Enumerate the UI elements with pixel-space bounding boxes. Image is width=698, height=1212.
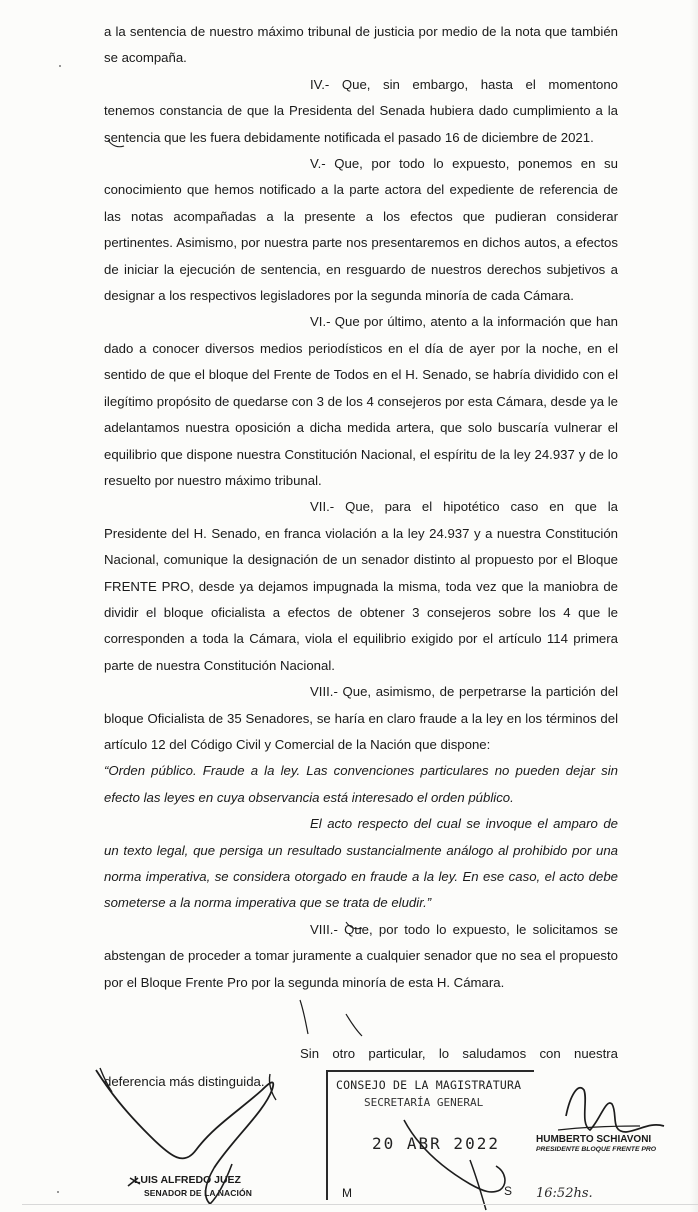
paragraph-vii: VII.- Que, para el hipotético caso en que la Presidente del H. Senado, en franca violación a la ley 24.937 y a nuestra Constitución Nacional, comunique la designación de un senador distinto al propuesto por el Bloque FRENTE PRO, desde ya dejamos impugnada la misma, toda vez que la maniobra de dividir el bloque oficialista a efectos de obtener 3 consejeros sobre los 4 que le corresponden a toda la Cámara, viola el equilibrio exigido por el artículo 114 primera parte de nuestra Constitución Nacional. — [104, 499, 618, 673]
stamp-handwritten-time: 16:52hs. — [536, 1186, 593, 1201]
margin-dot-2 — [57, 1191, 59, 1193]
paragraph-viii-b: VIII.- Que, por todo lo expuesto, le solicitamos se abstengan de proceder a tomar juramente a cualquier senador que no sea el propuesto por el Bloque Frente Pro por la segunda minoría de esta H. Cámara. — [104, 921, 618, 990]
stamp-mark-s: S — [504, 1184, 513, 1198]
margin-dot — [59, 65, 61, 67]
stamp-department: SECRETARÍA GENERAL — [364, 1096, 484, 1109]
right-signature-stroke-2 — [558, 1126, 640, 1130]
closing-line-1: Sin otro particular, lo saludamos con nuestra — [300, 1046, 618, 1061]
signatory-left-title: SENADOR DE LA NACIÓN — [144, 1188, 252, 1198]
closing-line-2: deferencia más distinguida. — [104, 1074, 265, 1089]
signatory-right-title: PRESIDENTE BLOQUE FRENTE PRO — [536, 1146, 657, 1153]
page-edge-shadow — [690, 0, 698, 1212]
paragraph-vi: VI.- Que por último, atento a la información que han dado a conocer diversos medios periodísticos en el día de ayer por la noche, en el sentido de que el bloque del Frente de Todos en el H. Senado, se habría dividido con el ilegítimo propósito de quedarse con 3 de los 4 consejeros por esta Cámara, desde ya le adelantamos nuestra oposición a dicha medida artera, que solo buscaría vulnerar el equilibrio que dispone nuestra Constitución Nacional, el espíritu de la ley 24.937 y de lo resuelto por nuestro máximo tribunal. — [104, 314, 618, 488]
closing-overstroke-2 — [269, 1074, 276, 1100]
quote-paragraph-2: El acto respecto del cual se invoque el amparo de un texto legal, que persiga un resultado sustancialmente análogo al prohibido por una norma imperativa, se considera otorgado en fraude a la ley. En ese caso, el acto debe someterse a la norma imperativa que se trata de eludir.” — [104, 816, 618, 911]
pen-touch-frente — [346, 1014, 362, 1036]
paragraph-iv: IV.- Que, sin embargo, hasta el momentono tenemos constancia de que la Presidenta del Senada hubiera dado cumplimiento a la sentencia que les fuera debidamente notificada el pasado 16 de diciembre de 2021. — [104, 76, 618, 145]
pen-touch-abstengan — [300, 1000, 308, 1034]
stamp-mark-m: M — [342, 1186, 352, 1200]
right-signature-stroke — [566, 1088, 664, 1132]
quote-paragraph-1: “Orden público. Fraude a la ley. Las convenciones particulares no pueden dejar sin efecto las leyes en cuya observancia está interesado el orden público. — [104, 763, 618, 805]
paragraph-viii: VIII.- Que, asimismo, de perpetrarse la partición del bloque Oficialista de 35 Senadores, se haría en claro fraude a la ley en los términos del artículo 12 del Código Civil y Comercial de la Nación que dispone: — [104, 684, 618, 752]
page-bottom-rule — [22, 1204, 698, 1205]
document-body — [104, 19, 618, 996]
stamp-organization: CONSEJO DE LA MAGISTRATURA — [336, 1078, 522, 1092]
paragraph-intro: a la sentencia de nuestro máximo tribunal de justicia por medio de la nota que también se acompaña. — [104, 24, 618, 66]
paragraph-v: V.- Que, por todo lo expuesto, ponemos en su conocimiento que hemos notificado a la parte actora del expediente de referencia de las notas acompañadas a la presente a los efectos que pudieran considerar pertinentes. Asimismo, por nuestra parte nos presentaremos en dichos autos, a efectos de iniciar la ejecución de sentencia, en resguardo de nuestros derechos subjetivos a designar a los respectivos legisladores por la segunda minoría de cada Cámara. — [104, 156, 618, 304]
signatory-right-name: HUMBERTO SCHIAVONI — [536, 1134, 652, 1145]
stamp-date: 20 ABR 2022 — [372, 1134, 500, 1153]
reception-stamp — [326, 1070, 534, 1200]
signatory-left-name: LUIS ALFREDO JUEZ — [134, 1174, 241, 1186]
